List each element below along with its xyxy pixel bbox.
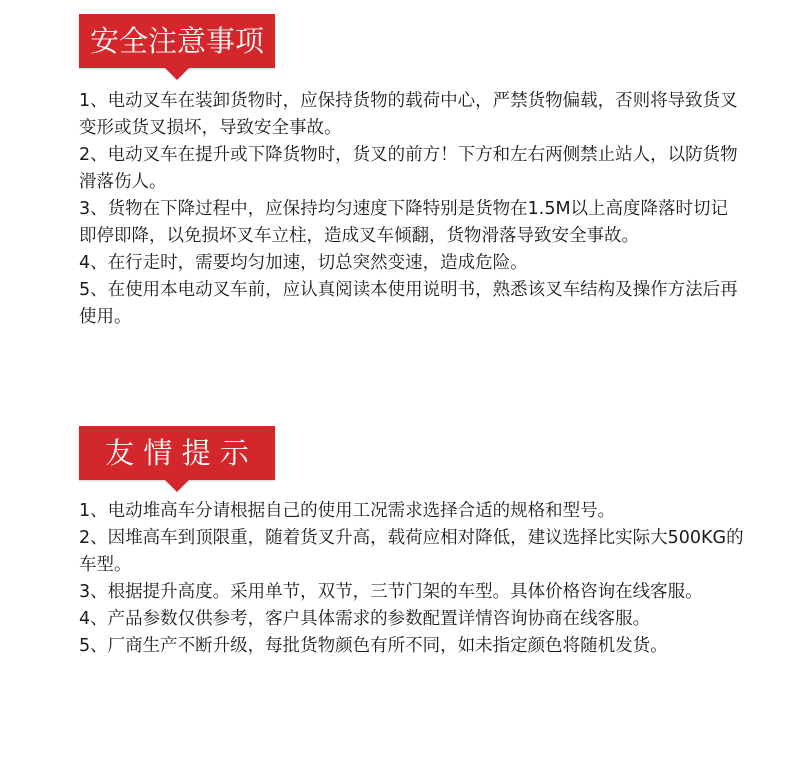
tips-item-2: 2、因堆高车到顶限重，随着货叉升高，载荷应相对降低，建议选择比实际大500KG的车型。 [79, 528, 744, 575]
safety-list [79, 88, 744, 331]
safety-item-5: 5、在使用本电动叉车前，应认真阅读本使用说明书，熟悉该叉车结构及操作方法后再使用。 [79, 280, 738, 327]
banner-pointer-shape [165, 480, 189, 492]
tips-title: 友 情 提 示 [105, 436, 249, 470]
safety-item-1: 1、电动叉车在装卸货物时，应保持货物的载荷中心，严禁货物偏载，否则将导致货叉变形或货叉损坏，导致安全事故。 [79, 91, 738, 138]
safety-item-3: 3、货物在下降过程中，应保持均匀速度下降特别是货物在1.5M以上高度降落时切记即停即降，以免损坏叉车立柱，造成叉车倾翻，货物滑落导致安全事故。 [79, 199, 729, 246]
tips-item-5: 5、厂商生产不断升级，每批货物颜色有所不同，如未指定颜色将随机发货。 [79, 636, 668, 656]
safety-item-2: 2、电动叉车在提升或下降货物时，货叉的前方！下方和左右两侧禁止站人，以防货物滑落伤人。 [79, 145, 738, 192]
tips-title-banner [79, 426, 275, 480]
tips-section [0, 410, 790, 763]
safety-item-4: 4、在行走时，需要均匀加速，切总突然变速，造成危险。 [79, 253, 528, 273]
tips-list [79, 498, 744, 660]
tips-item-4: 4、产品参数仅供参考，客户具体需求的参数配置详情咨询协商在线客服。 [79, 609, 651, 629]
tips-item-3: 3、根据提升高度。采用单节，双节，三节门架的车型。具体价格咨询在线客服。 [79, 582, 703, 602]
safety-title-banner [79, 14, 275, 68]
banner-pointer-shape [165, 68, 189, 80]
tips-item-1: 1、电动堆高车分请根据自己的使用工况需求选择合适的规格和型号。 [79, 501, 616, 521]
safety-title: 安全注意事项 [89, 24, 264, 58]
